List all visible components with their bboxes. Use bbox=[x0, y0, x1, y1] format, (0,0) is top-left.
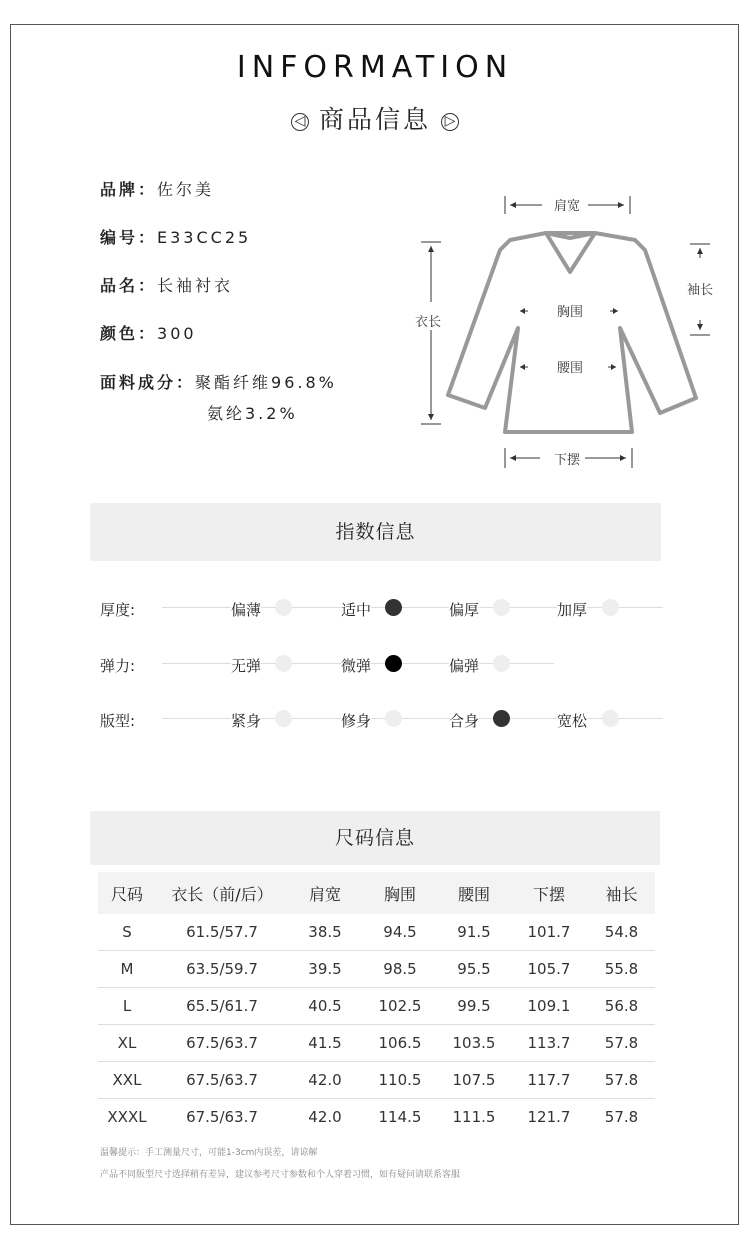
cell-sleeve: 54.8 bbox=[588, 914, 655, 951]
waist-label: 腰围 bbox=[556, 360, 584, 375]
index-section-header: 指数信息 bbox=[90, 503, 661, 561]
sleeve-length-label: 袖长 bbox=[686, 282, 714, 297]
table-row bbox=[98, 988, 655, 1025]
col-sleeve: 袖长 bbox=[588, 872, 655, 914]
cell-length: 61.5/57.7 bbox=[156, 914, 288, 951]
shoulder-width-label: 肩宽 bbox=[553, 198, 581, 213]
cell-shoulder: 42.0 bbox=[308, 1108, 342, 1126]
shirt-measurement-diagram bbox=[400, 180, 730, 480]
brand-label: 品牌： bbox=[100, 180, 158, 199]
size-advice-note: 产品不同版型尺寸选择稍有差异，建议参考尺寸参数和个人穿着习惯，如有疑问请联系客服 bbox=[100, 1170, 461, 1180]
cell-waist: 107.5 bbox=[438, 1062, 510, 1099]
fabric-value-1: 聚酯纤维96.8% bbox=[195, 373, 337, 392]
cell-length: 67.5/63.7 bbox=[156, 1062, 288, 1099]
page-subtitle bbox=[0, 100, 750, 136]
cell-sleeve: 57.8 bbox=[588, 1062, 655, 1099]
option-regular: 合身 bbox=[449, 712, 480, 730]
page-title: INFORMATION bbox=[236, 50, 514, 85]
cell-chest: 98.5 bbox=[362, 951, 438, 988]
right-arrow-icon: ▷ bbox=[441, 113, 459, 131]
cell-sleeve: 57.8 bbox=[604, 1108, 639, 1126]
table-row bbox=[98, 1025, 655, 1062]
cell-hem: 113.7 bbox=[510, 1025, 588, 1062]
cell-waist: 111.5 bbox=[452, 1108, 496, 1126]
fabric-label: 面料成分： bbox=[100, 373, 196, 392]
option-extra-thick: 加厚 bbox=[557, 601, 588, 619]
cell-waist: 103.5 bbox=[438, 1025, 510, 1062]
thickness-row bbox=[100, 596, 663, 620]
cell-hem: 109.1 bbox=[510, 988, 588, 1025]
option-tight: 紧身 bbox=[231, 712, 262, 730]
cell-length: 63.5/59.7 bbox=[156, 951, 288, 988]
cell-length: 67.5/63.7 bbox=[156, 1025, 288, 1062]
option-thick: 偏厚 bbox=[449, 601, 480, 619]
color-row bbox=[100, 321, 197, 344]
table-row bbox=[98, 1062, 655, 1099]
option-stretchy: 偏弹 bbox=[449, 657, 480, 675]
option-extra-thick-dot bbox=[602, 599, 619, 616]
cell-chest: 102.5 bbox=[362, 988, 438, 1025]
left-arrow-icon: ◁ bbox=[291, 113, 309, 131]
fabric-row-2 bbox=[207, 401, 298, 424]
elasticity-row bbox=[100, 652, 663, 676]
col-shoulder: 肩宽 bbox=[288, 872, 362, 914]
hem-label: 下摆 bbox=[553, 452, 581, 467]
option-slight-stretch: 微弹 bbox=[341, 657, 372, 675]
cell-hem: 101.7 bbox=[510, 914, 588, 951]
brand-row bbox=[100, 177, 214, 200]
col-length: 衣长（前/后） bbox=[156, 872, 288, 914]
name-value: 长袖衬衣 bbox=[157, 276, 234, 295]
name-row bbox=[100, 273, 233, 296]
table-row bbox=[98, 951, 655, 988]
cell-size: XXL bbox=[98, 1062, 156, 1099]
size-section-header: 尺码信息 bbox=[90, 811, 660, 865]
elasticity-label: 弹力: bbox=[100, 657, 136, 675]
fit-label: 版型: bbox=[100, 712, 136, 730]
cell-length: 65.5/61.7 bbox=[156, 988, 288, 1025]
cell-size: S bbox=[98, 914, 156, 951]
cell-sleeve: 57.8 bbox=[588, 1025, 655, 1062]
cell-shoulder: 38.5 bbox=[288, 914, 362, 951]
shirt-collar bbox=[546, 233, 595, 272]
name-label: 品名： bbox=[100, 276, 158, 295]
option-slim-dot bbox=[385, 710, 402, 727]
thickness-label: 厚度: bbox=[100, 601, 136, 619]
option-regular-dot bbox=[493, 710, 510, 727]
fabric-row bbox=[100, 370, 337, 393]
code-label: 编号： bbox=[100, 228, 158, 247]
brand-value: 佐尔美 bbox=[157, 180, 215, 199]
cell-shoulder: 40.5 bbox=[288, 988, 362, 1025]
code-value: E33CC25 bbox=[157, 228, 252, 247]
cell-waist: 91.5 bbox=[438, 914, 510, 951]
option-loose-dot bbox=[602, 710, 619, 727]
cell-length: 67.5/63.7 bbox=[186, 1108, 258, 1126]
option-slim: 修身 bbox=[341, 712, 372, 730]
cell-chest: 114.5 bbox=[378, 1108, 422, 1126]
body-length-label: 衣长 bbox=[414, 314, 442, 329]
size-table bbox=[98, 872, 655, 1135]
size-table-header bbox=[98, 872, 655, 914]
option-no-stretch-dot bbox=[275, 655, 292, 672]
measurement-note: 温馨提示：手工测量尺寸，可能1-3cm内误差，请谅解 bbox=[100, 1148, 318, 1158]
cell-size: XL bbox=[98, 1025, 156, 1062]
fit-row bbox=[100, 707, 663, 731]
cell-chest: 94.5 bbox=[362, 914, 438, 951]
cell-shoulder: 42.0 bbox=[288, 1062, 362, 1099]
cell-size: XXXL bbox=[107, 1108, 147, 1126]
cell-waist: 95.5 bbox=[438, 951, 510, 988]
cell-shoulder: 39.5 bbox=[288, 951, 362, 988]
cell-shoulder: 41.5 bbox=[288, 1025, 362, 1062]
fabric-value-2: 氨纶3.2% bbox=[207, 404, 298, 423]
option-loose: 宽松 bbox=[557, 712, 588, 730]
cell-sleeve: 56.8 bbox=[588, 988, 655, 1025]
subtitle-text: 商品信息 bbox=[318, 105, 431, 134]
shirt-outline bbox=[448, 233, 696, 432]
col-waist: 腰围 bbox=[438, 872, 510, 914]
cell-size: L bbox=[98, 988, 156, 1025]
cell-hem: 105.7 bbox=[510, 951, 588, 988]
cell-sleeve: 55.8 bbox=[588, 951, 655, 988]
code-row bbox=[100, 225, 251, 248]
color-label: 颜色： bbox=[100, 324, 158, 343]
option-medium: 适中 bbox=[341, 601, 372, 619]
col-chest: 胸围 bbox=[362, 872, 438, 914]
option-thin: 偏薄 bbox=[231, 601, 262, 619]
option-stretchy-dot bbox=[493, 655, 510, 672]
option-tight-dot bbox=[275, 710, 292, 727]
option-thick-dot bbox=[493, 599, 510, 616]
cell-hem: 121.7 bbox=[527, 1108, 571, 1126]
option-slight-stretch-dot bbox=[385, 655, 402, 672]
cell-waist: 99.5 bbox=[438, 988, 510, 1025]
col-size: 尺码 bbox=[98, 872, 156, 914]
cell-hem: 117.7 bbox=[510, 1062, 588, 1099]
col-hem: 下摆 bbox=[510, 872, 588, 914]
option-medium-dot bbox=[385, 599, 402, 616]
chest-label: 胸围 bbox=[556, 304, 584, 319]
cell-size: M bbox=[98, 951, 156, 988]
table-row bbox=[98, 914, 655, 951]
table-row bbox=[98, 1099, 655, 1136]
option-no-stretch: 无弹 bbox=[231, 657, 262, 675]
option-thin-dot bbox=[275, 599, 292, 616]
cell-chest: 106.5 bbox=[362, 1025, 438, 1062]
color-value: 300 bbox=[157, 324, 197, 343]
cell-chest: 110.5 bbox=[362, 1062, 438, 1099]
